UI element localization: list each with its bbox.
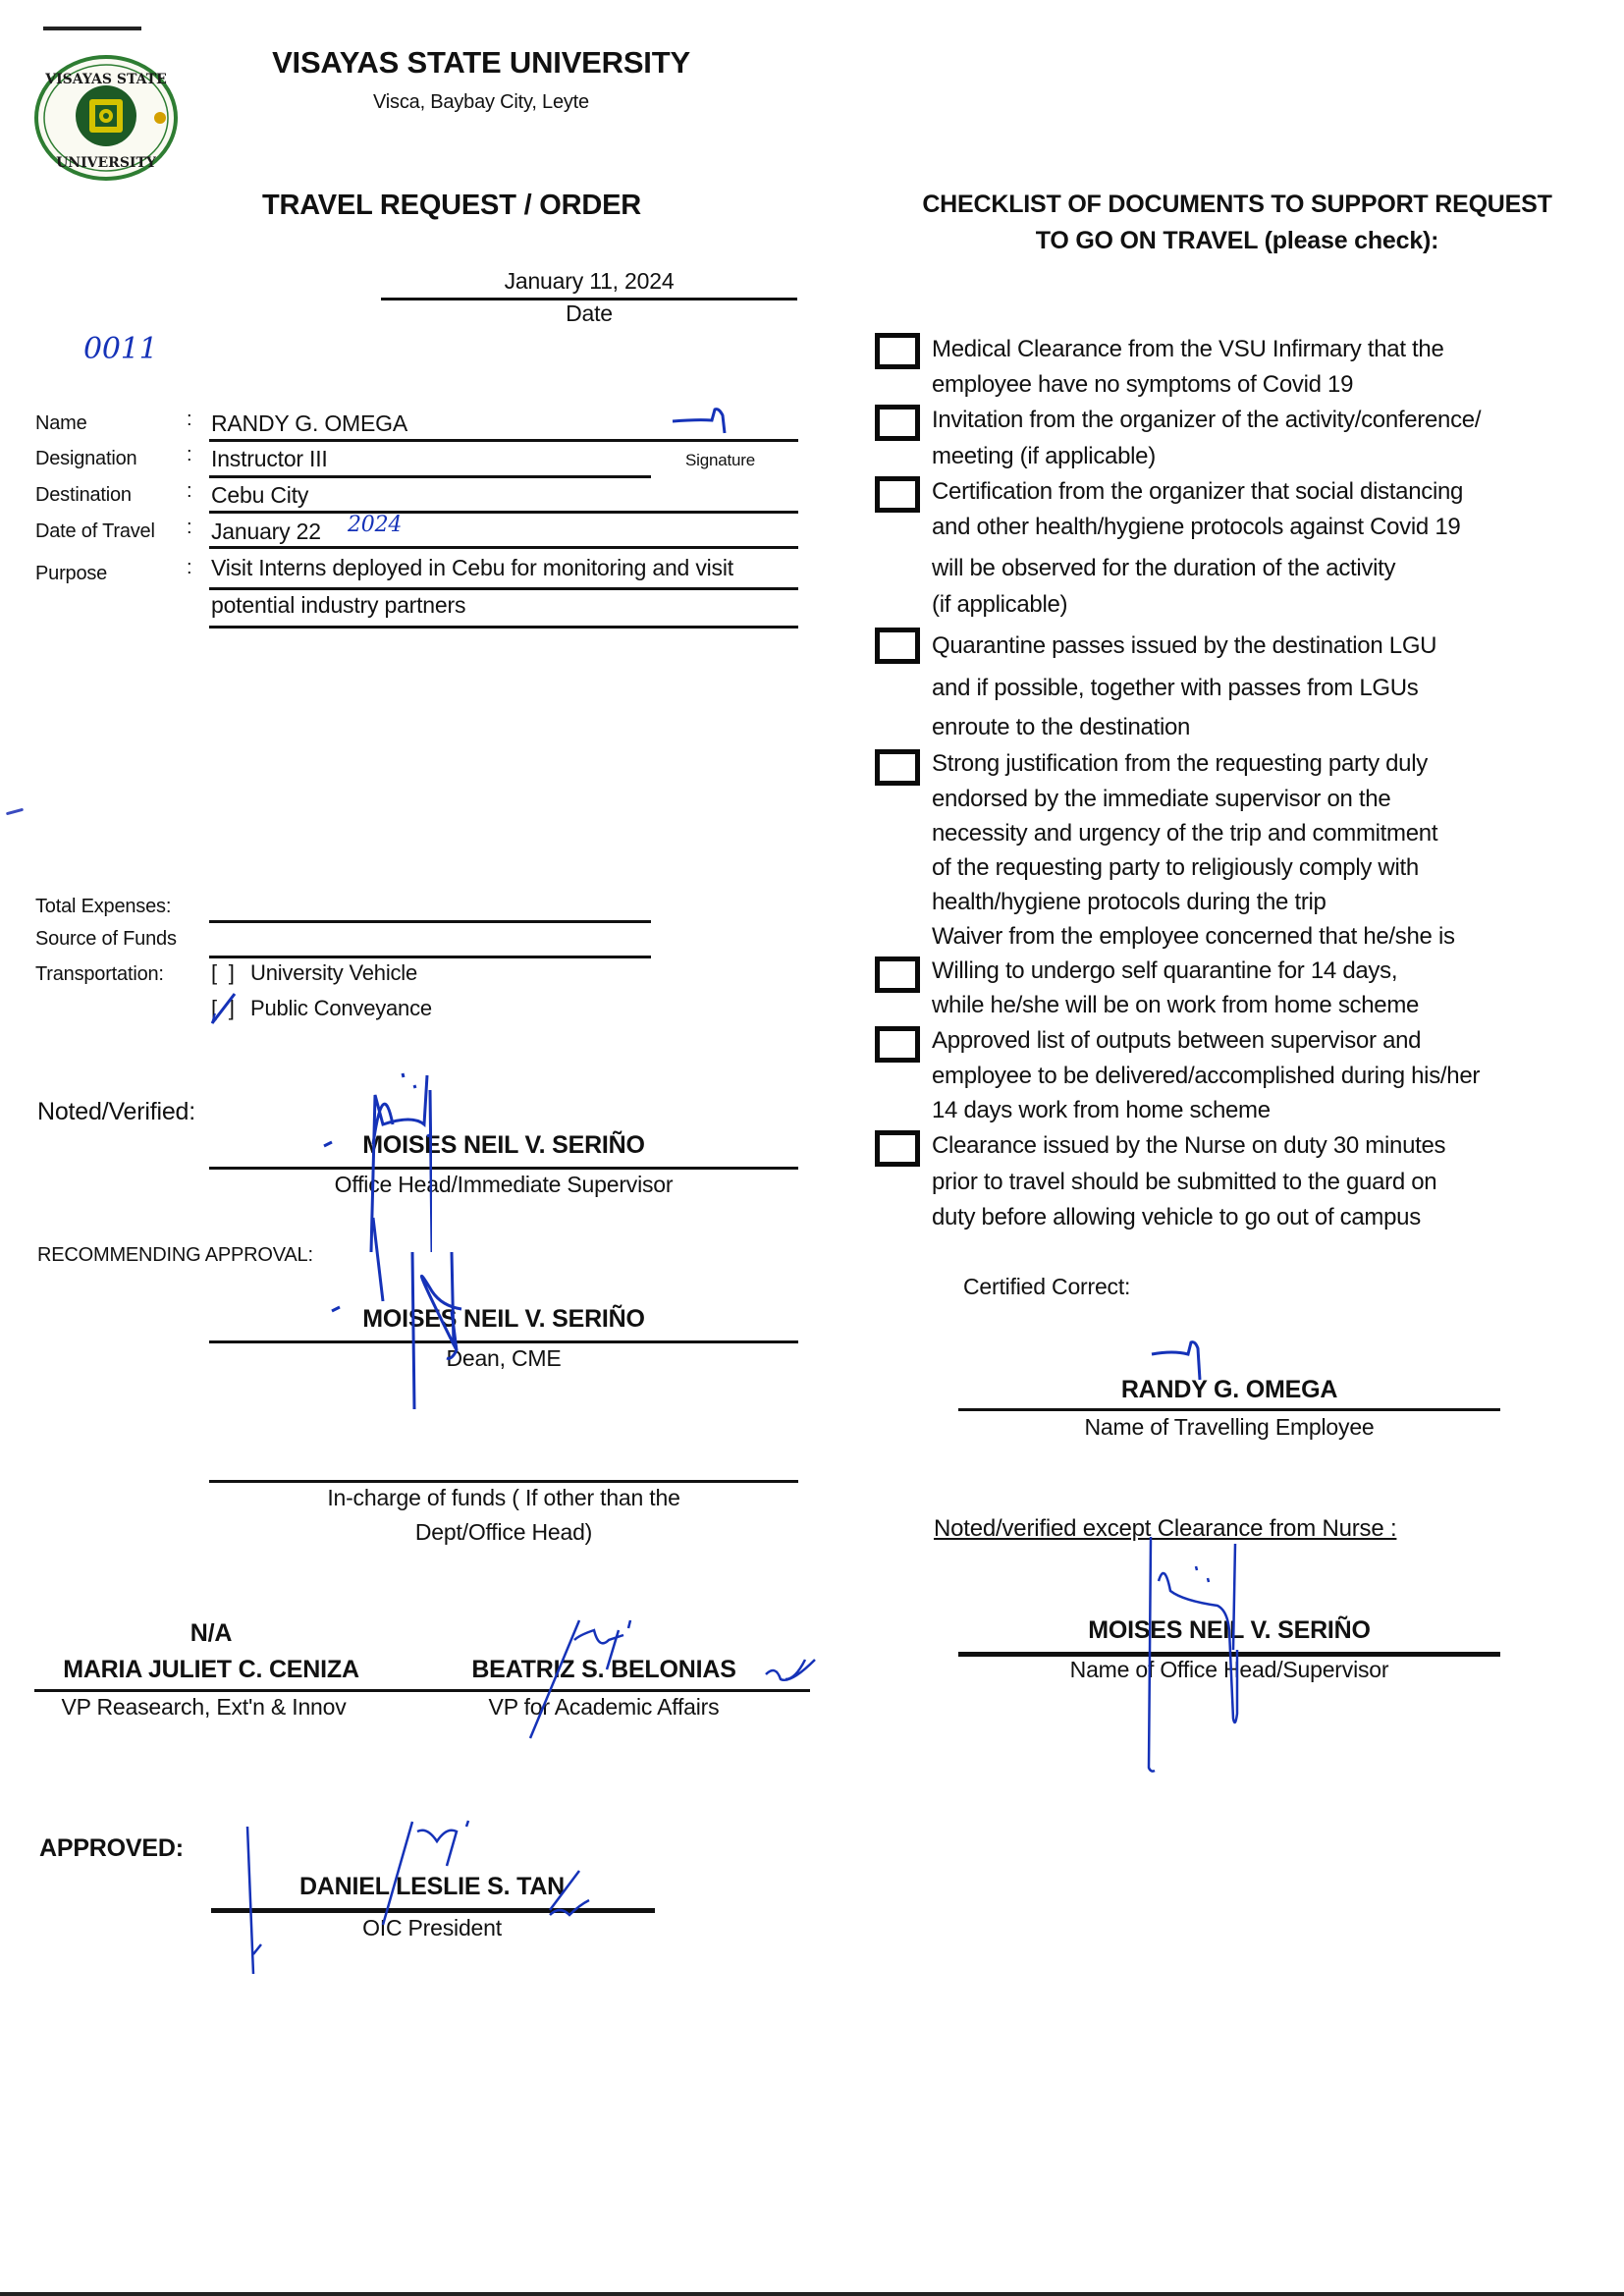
name-value[interactable]: RANDY G. OMEGA <box>211 410 407 436</box>
purpose-label: Purpose <box>35 563 108 584</box>
designation-label: Designation <box>35 448 137 469</box>
purpose-underline-1 <box>209 587 798 590</box>
scan-mark <box>43 27 141 30</box>
funds-title-line2: Dept/Office Head) <box>414 1519 593 1545</box>
checklist-item-text: and if possible, together with passes from LGUs <box>932 675 1419 701</box>
checklist-checkbox[interactable] <box>875 476 920 513</box>
name-underline <box>209 439 798 442</box>
checkbox-bracket[interactable]: [ ] <box>211 996 235 1020</box>
checklist-item-text: enroute to the destination <box>932 714 1191 740</box>
funds-signature-line <box>209 1480 798 1483</box>
total-expenses-value[interactable] <box>211 889 653 916</box>
checklist-item-text: Invitation from the organizer of the activity/conference/ <box>932 407 1482 433</box>
checklist-checkbox[interactable] <box>875 957 920 993</box>
recommending-signature-line <box>209 1340 798 1343</box>
checklist-item-text: Clearance issued by the Nurse on duty 30 minutes <box>932 1132 1446 1159</box>
transportation-label: Transportation: <box>35 963 164 985</box>
colon: : <box>187 517 192 538</box>
university-name: VISAYAS STATE UNIVERSITY <box>272 45 690 80</box>
checklist-item-text: will be observed for the duration of the activity <box>932 555 1396 581</box>
form-title: TRAVEL REQUEST / ORDER <box>261 190 642 221</box>
checklist-item-text: necessity and urgency of the trip and commitment <box>932 820 1438 847</box>
transport-option-label: University Vehicle <box>250 960 418 985</box>
president-name: DANIEL LESLIE S. TAN <box>298 1873 566 1900</box>
funds-title-line1: In-charge of funds ( If other than the <box>327 1485 680 1510</box>
vp-research-status: N/A <box>189 1619 233 1647</box>
date-of-travel-handwritten-year: 2024 <box>348 513 403 537</box>
date-of-travel-value[interactable]: January 22 <box>211 519 321 544</box>
checklist-checkbox[interactable] <box>875 749 920 786</box>
purpose-underline-2 <box>209 626 798 629</box>
noted-name: MOISES NEIL V. SERIÑO <box>362 1131 645 1159</box>
source-of-funds-label: Source of Funds <box>35 928 177 950</box>
university-address: Visca, Baybay City, Leyte <box>373 91 589 113</box>
checklist-checkbox[interactable] <box>875 1130 920 1167</box>
checklist-item-text: Quarantine passes issued by the destination LGU <box>932 632 1437 659</box>
name-label: Name <box>35 412 87 434</box>
recommending-title: Dean, CME <box>446 1345 562 1371</box>
colon: : <box>187 557 192 578</box>
colon: : <box>187 409 192 430</box>
employee-title: Name of Travelling Employee <box>1084 1414 1375 1440</box>
president-signature-line <box>211 1908 655 1913</box>
checklist-checkbox[interactable] <box>875 1026 920 1063</box>
seal-bottom-text: UNIVERSITY <box>56 155 156 171</box>
checklist-item-text: 14 days work from home scheme <box>932 1097 1271 1123</box>
checklist-title-line1: CHECKLIST OF DOCUMENTS TO SUPPORT REQUEST <box>922 191 1552 218</box>
checklist-item-text: Willing to undergo self quarantine for 14 days, <box>932 957 1398 984</box>
employee-name: RANDY G. OMEGA <box>1120 1376 1338 1403</box>
designation-value[interactable]: Instructor III <box>211 446 328 471</box>
handwritten-control-number: 0011 <box>83 332 158 366</box>
transport-option-label: Public Conveyance <box>250 996 432 1020</box>
checklist-item-text: meeting (if applicable) <box>932 443 1156 469</box>
supervisor-name: MOISES NEIL V. SERIÑO <box>1088 1616 1371 1644</box>
scan-mark <box>6 808 24 816</box>
university-seal-icon <box>32 54 180 182</box>
date-label: Date <box>566 301 613 326</box>
checklist-checkbox[interactable] <box>875 405 920 441</box>
noted-verified-label: Noted/Verified: <box>37 1098 195 1125</box>
designation-underline <box>209 475 651 478</box>
checklist-item-text: health/hygiene protocols during the trip <box>932 889 1326 915</box>
vp-academic-name: BEATRIZ S. BELONIAS <box>471 1656 736 1683</box>
vp-signature-line <box>34 1689 810 1692</box>
checklist-item-text: employee to be delivered/accomplished during his/her <box>932 1063 1481 1089</box>
date-of-travel-label: Date of Travel <box>35 520 155 542</box>
vp-research-name: MARIA JULIET C. CENIZA <box>63 1656 359 1683</box>
checklist-checkbox[interactable] <box>875 628 920 664</box>
checkbox-bracket[interactable]: [ ] <box>211 960 235 985</box>
total-expenses-label: Total Expenses: <box>35 896 172 917</box>
vp-academic-title: VP for Academic Affairs <box>488 1694 720 1720</box>
supervisor-signature-icon <box>314 1056 432 1272</box>
checklist-item-text: endorsed by the immediate supervisor on the <box>932 786 1391 812</box>
colon: : <box>187 480 192 502</box>
date-value: January 11, 2024 <box>504 268 675 294</box>
purpose-value-line2[interactable]: potential industry partners <box>211 592 466 618</box>
checklist-item-text: (if applicable) <box>932 591 1068 618</box>
page-bottom-edge <box>0 2292 1624 2296</box>
purpose-value-line1[interactable]: Visit Interns deployed in Cebu for monitoring and visit <box>211 555 733 580</box>
vp-research-title: VP Reasearch, Ext'n & Innov <box>61 1694 347 1720</box>
checklist-item-text: Medical Clearance from the VSU Infirmary that the <box>932 336 1444 362</box>
checklist-item-text: Strong justification from the requesting party duly <box>932 750 1428 777</box>
source-of-funds-underline <box>209 956 651 958</box>
noted-except-nurse-label: Noted/verified except Clearance from Nurse : <box>934 1515 1397 1542</box>
employee-signature-line <box>958 1408 1500 1411</box>
source-of-funds-value[interactable] <box>211 925 653 953</box>
approved-label: APPROVED: <box>39 1834 184 1862</box>
checklist-item-text: Approved list of outputs between supervisor and <box>932 1027 1422 1054</box>
destination-underline <box>209 511 798 514</box>
checklist-item-text: of the requesting party to religiously comply with <box>932 854 1419 881</box>
colon: : <box>187 444 192 465</box>
noted-title: Office Head/Immediate Supervisor <box>334 1172 674 1197</box>
recommending-name: MOISES NEIL V. SERIÑO <box>362 1305 645 1333</box>
recommending-approval-label: RECOMMENDING APPROVAL: <box>37 1244 313 1266</box>
noted-signature-line <box>209 1167 798 1170</box>
checklist-checkbox[interactable] <box>875 333 920 369</box>
total-expenses-underline <box>209 920 651 923</box>
destination-label: Destination <box>35 484 132 506</box>
certified-correct-label: Certified Correct: <box>963 1274 1131 1299</box>
checklist-item-text: Certification from the organizer that social distancing <box>932 478 1464 505</box>
checklist-item-text: Waiver from the employee concerned that he/she is <box>932 923 1455 950</box>
supervisor-title: Name of Office Head/Supervisor <box>1069 1657 1389 1682</box>
checklist-item-text: prior to travel should be submitted to the guard on <box>932 1169 1437 1195</box>
checklist-item-text: and other health/hygiene protocols against Covid 19 <box>932 514 1461 540</box>
checklist-title-line2: TO GO ON TRAVEL (please check): <box>1035 227 1439 254</box>
president-title: OIC President <box>362 1915 502 1941</box>
checklist-item-text: duty before allowing vehicle to go out of campus <box>932 1204 1421 1230</box>
checklist-item-text: employee have no symptoms of Covid 19 <box>932 371 1354 398</box>
checklist-item-text: while he/she will be on work from home scheme <box>932 992 1420 1018</box>
date-of-travel-underline <box>209 546 798 549</box>
signature-label: Signature <box>685 451 755 469</box>
destination-value[interactable]: Cebu City <box>211 482 309 508</box>
seal-top-text: VISAYAS STATE <box>45 72 167 87</box>
